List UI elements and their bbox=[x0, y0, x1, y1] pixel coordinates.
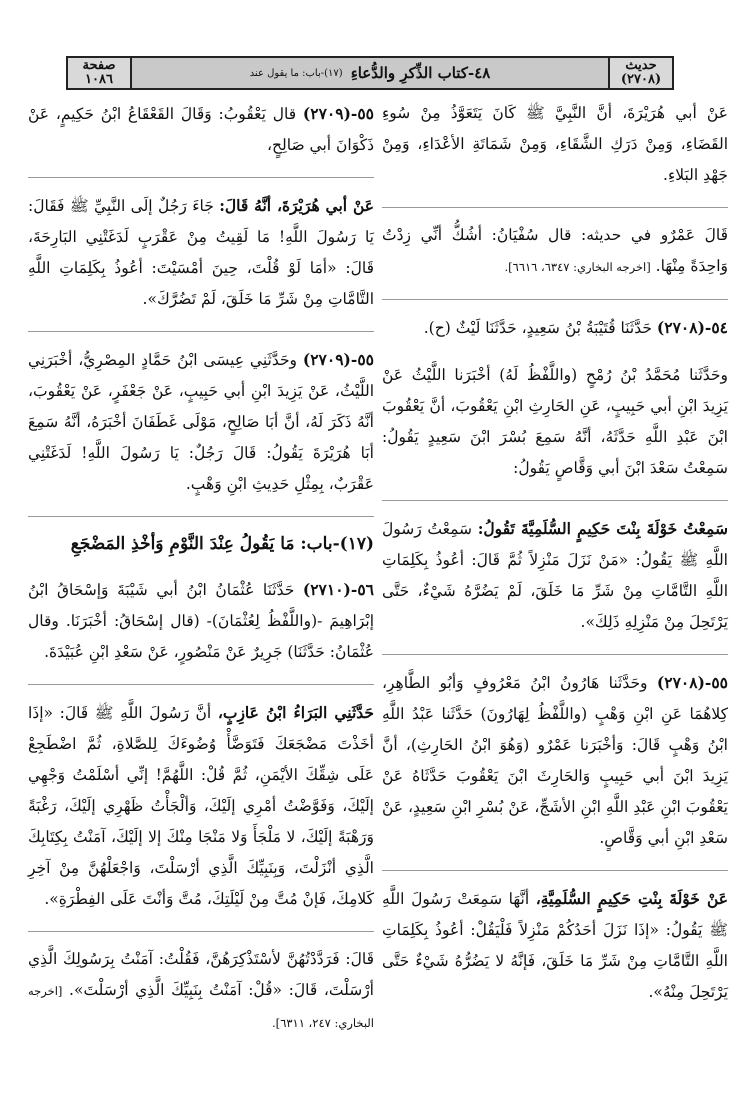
divider bbox=[28, 931, 374, 932]
page-header bbox=[66, 56, 674, 90]
paragraph: حَدَّثَنِي البَرَاءُ ابْنُ عَازِبٍ، أنَّ رَسُولَ اللَّهِ ﷺ قَالَ: «إذَا أخَذْتَ مَضْجَعَكَ فَتَوَضَّأْ وُضُوءَكَ لِلصَّلاةِ، ثُمَّ اضْطَجِعْ عَلَى شِقِّكَ الأيْمَنِ، ثُمَّ قُلْ: اللَّهُمَّ! إنِّي أسْلَمْتُ وَجْهِي إلَيْكَ، وَفَوَّضْتُ أمْرِي إلَيْكَ، وَألْجَأْتُ ظَهْرِي إلَيْكَ، رَغْبَةً وَرَهْبَةً إلَيْكَ، لا مَلْجَأَ وَلا مَنْجَا مِنْكَ إلا إلَيْكَ، آمَنْتُ بِكِتَابِكَ الَّذِي أنْزَلْتَ، وَبِنَبِيِّكَ الَّذِي أرْسَلْتَ، وَاجْعَلْهُنَّ مِنْ آخِرِ كَلامِكَ، فَإنْ مُتَّ مِنْ لَيْلَتِكَ، مُتَّ وَأنْتَ عَلَى الفِطْرَةِ». bbox=[28, 703, 374, 908]
hadith-num: ٥٥-(٢٧٠٨) bbox=[656, 673, 728, 692]
paragraph: قَالَ: فَرَدَّدْتُهُنَّ لأسْتَذْكِرَهُنَّ، فَقُلْتُ: آمَنْتُ بِرَسُولِكَ الَّذِي أرْسَلْتَ، قَالَ: «قُلْ: آمَنْتُ بِنَبِيِّكَ الَّذِي أرْسَلْتَ». [اخرجه البخاري: ٢٤٧، ٦٣١١]. bbox=[28, 950, 374, 1030]
page-number: ١٠٨٦ bbox=[85, 72, 113, 87]
divider bbox=[382, 654, 728, 655]
hadith-number: (٢٧٠٨) bbox=[620, 72, 662, 87]
divider bbox=[382, 500, 728, 501]
hadith-label: حديث bbox=[625, 58, 657, 73]
hadith-number-box bbox=[608, 58, 672, 88]
paragraph: ٥٥-(٢٧٠٩) قال يَعْقُوبُ: وَقَالَ القَعْقَاعُ ابْنُ حَكِيمٍ، عَنْ ذَكْوَانَ أبي صَالِحٍ، bbox=[28, 104, 374, 154]
paragraph: ٥٥-(٢٧٠٩) وحَدَّثَنِي عِيسَى ابْنُ حَمَّادٍ المِصْرِيُّ، أخْبَرَنِي اللَّيْثُ، عَنْ يَزِيدَ ابْنِ أبي حَبِيبٍ، عَنْ جَعْفَرٍ، عَنْ يَعْقُوبَ، أنَّهُ ذَكَرَ لَهُ، أنَّ أبَا صَالِحٍ، مَوْلَى غَطَفَانَ أخْبَرَهُ، أنَّهُ سَمِعَ أبَا هُرَيْرَةَ يَقُولُ: قَالَ رَجُلٌ: يَا رَسُولَ اللَّهِ! لَدَغَتْنِي عَقْرَبٌ، بِمِثْلِ حَدِيثِ ابْنِ وَهْبٍ. bbox=[28, 350, 374, 493]
right-column bbox=[382, 98, 728, 1024]
divider bbox=[28, 516, 374, 517]
paragraph: ٥٤-(٢٧٠٨) حَدَّثَنَا قُتَيْبَةُ بْنُ سَعِيدٍ، حَدَّثَنَا لَيْثٌ (ح). bbox=[423, 318, 728, 337]
book-title: ٤٨-كتاب الذِّكرِ والدُّعاءِ bbox=[350, 64, 491, 82]
paragraph: ٥٦-(٢٧١٠) حَدَّثَنَا عُثْمَانُ ابْنُ أبي شَيْبَةَ وَإسْحَاقُ ابْنُ إبْرَاهِيمَ -(واللَّفْظُ لِعُثْمَانَ)- (قال إسْحَاقُ: أخْبَرَنَا. وقال عُثْمَانُ: حَدَّثَنَا) جَرِيرٌ عَنْ مَنْصُورٍ، عَنْ سَعْدِ ابْنِ عُبَيْدَةَ. bbox=[28, 580, 374, 661]
divider bbox=[28, 684, 374, 685]
divider bbox=[28, 331, 374, 332]
chapter-reference: (١٧)-باب: ما يقول عند bbox=[249, 67, 343, 79]
paragraph: عَنْ خَوْلَةَ بِنْتِ حَكِيمٍ السُّلَمِيَّةِ، أنَّهَا سَمِعَتْ رَسُولَ اللَّهِ ﷺ يَقُولُ: «إذَا نَزَلَ أحَدُكُمْ مَنْزِلاً فَلْيَقُلْ: أعُوذُ بِكَلِمَاتِ اللَّهِ التَّامَّاتِ مِنْ شَرِّ مَا خَلَقَ، فَإنَّهُ لا يَضُرُّهُ شَيْءٌ حَتَّى يَرْتَحِلَ مِنْهُ». bbox=[382, 889, 728, 1001]
reference: [اخرجه البخاري: ٦٣٤٧، ٦٦١٦]. bbox=[504, 260, 651, 274]
page-label: صفحة bbox=[82, 58, 116, 73]
divider bbox=[382, 870, 728, 871]
reference: [اخرجه البخاري: ٢٤٧، ٦٣١١]. bbox=[28, 984, 374, 1030]
left-column bbox=[28, 98, 374, 1055]
paragraph: قَالَ عَمْرٌو في حديثه: قال سُفْيَانُ: أشُكُّ أنِّي زِدْتُ وَاحِدَةً مِنْهَا. [اخرجه البخاري: ٦٣٤٧، ٦٦١٦]. bbox=[382, 226, 728, 275]
paragraph: وحَدَّثَنا مُحَمَّدُ بْنُ رُمْحٍ (واللَّفْظُ لَهُ) أخْبَرَنا اللَّيْثُ عَنْ يَزِيدَ ابْنِ أبي حَبِيبٍ، عَنِ الحَارِثِ ابْنِ يَعْقُوبَ، أنَّ يَعْقُوبَ ابْنَ عَبْدِ اللَّهِ حَدَّثَهُ، أنَّهُ سَمِعَ بُسْرَ ابْنَ سَعِيدٍ يَقُولُ: سَمِعْتُ سَعْدَ ابْنَ أبي وَقَّاصٍ يَقُولُ: bbox=[382, 366, 728, 477]
paragraph: عَنْ أبي هُرَيْرَةَ، أنَّ النَّبِيَّ ﷺ كَانَ يَتَعَوَّذُ مِنْ سُوءِ القَضَاءِ، وَمِنْ دَرَكِ الشَّقَاءِ، وَمِنْ شَمَاتَةِ الأعْدَاءِ، وَمِنْ جَهْدِ البَلاءِ. bbox=[382, 104, 728, 184]
hadith-num: ٥٥-(٢٧٠٩) bbox=[302, 104, 374, 123]
hadith-num: ٥٥-(٢٧٠٩) bbox=[302, 350, 374, 369]
page-number-box bbox=[68, 58, 132, 88]
divider bbox=[28, 177, 374, 178]
hadith-num: ٥٦-(٢٧١٠) bbox=[302, 580, 374, 599]
chapter-heading: (١٧)-باب: مَا يَقُولُ عِنْدَ النَّوْمِ وَأخْذِ المَضْجَعِ bbox=[70, 534, 374, 554]
hadith-num: ٥٤-(٢٧٠٨) bbox=[656, 318, 728, 337]
divider bbox=[382, 207, 728, 208]
paragraph: عَنْ أبي هُرَيْرَةَ، أنَّهُ قَالَ: جَاءَ رَجُلٌ إلَى النَّبِيِّ ﷺ فَقَالَ: يَا رَسُولَ اللَّهِ! مَا لَقِيتُ مِنْ عَقْرَبٍ لَدَغَتْنِي البَارِحَةَ، قَالَ: «أمَا لَوْ قُلْتَ، حِينَ أمْسَيْتَ: أعُوذُ بِكَلِمَاتِ اللَّهِ التَّامَّاتِ مِنْ شَرِّ مَا خَلَقَ، لَمْ تَضُرَّكَ». bbox=[28, 196, 374, 308]
header-title bbox=[132, 58, 608, 88]
divider bbox=[382, 299, 728, 300]
paragraph: سَمِعْتُ خَوْلَةَ بِنْتَ حَكِيمٍ السُّلَمِيَّةَ تَقُولُ: سَمِعْتُ رَسُولَ اللَّهِ ﷺ يَقُولُ: «مَنْ نَزَلَ مَنْزِلاً ثُمَّ قَالَ: أعُوذُ بِكَلِمَاتِ اللَّهِ التَّامَّاتِ مِنْ شَرِّ مَا خَلَقَ، لَمْ يَضُرَّهُ شَيْءٌ، حَتَّى يَرْتَحِلَ مِنْ مَنْزِلِهِ ذَلِكَ». bbox=[382, 519, 728, 631]
paragraph: ٥٥-(٢٧٠٨) وحَدَّثَنا هَارُونُ ابْنُ مَعْرُوفٍ وَأبُو الطَّاهِرِ، كِلاهُمَا عَنِ ابْنِ وَهْبٍ (واللَّفْظُ لِهَارُونَ) حَدَّثَنا عَبْدُ اللَّهِ ابْنُ وَهْبٍ قَالَ: وَأخْبَرَنا عَمْرٌو (وَهُوَ ابْنُ الحَارِثِ)، أنَّ يَزِيدَ ابْنَ أبي حَبِيبٍ وَالحَارِثَ ابْنَ يَعْقُوبَ حَدَّثَاهُ عَنْ يَعْقُوبَ ابْنِ عَبْدِ اللَّهِ ابْنِ الأشَجِّ، عَنْ بُسْرِ ابْنِ سَعِيدٍ، عَنْ سَعْدِ ابْنِ أبي وَقَّاصٍ. bbox=[382, 673, 728, 847]
